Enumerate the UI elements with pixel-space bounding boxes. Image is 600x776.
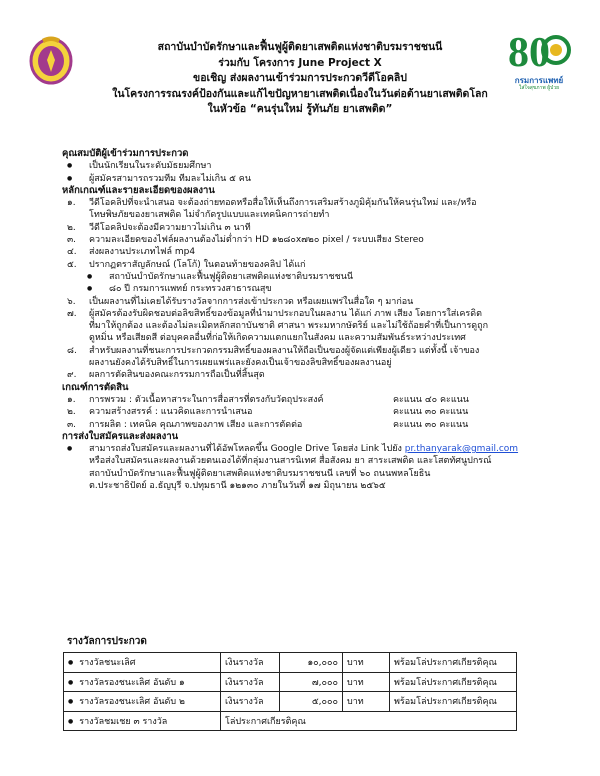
criteria-item: ๓. ความละเอียดของไฟล์ผลงานต้องไม่ต่ำกว่า HD ๑๒๘๐x๗๒๐ pixel / ระบบเสียง Stereo (67, 235, 424, 246)
announcement-header (95, 40, 505, 118)
qualifications-title: คุณสมบัติผู้เข้าร่วมการประกวด (62, 148, 189, 159)
criteria-item: ๗. ผู้สมัครต้องรับผิดชอบต่อลิขสิทธิ์ของข้อมูลที่นำมาประกอบในผลงาน ได้แก่ ภาพ เสียง โดยการใส่เครดิต ที่มาให้ถูกต้อง และต้องไม่ละเมิดหลักสถาบันชาติ ศาสนา พระมหากษัตริย์ และไม่ใช้ถ้อยคำที่เป็นการดูถูก ดูหมิ่น หรือเสียดสี ต่อบุคคลอื่นที่ก่อให้เกิดความแตกแยกในสังคม และความสัมพันธ์ระหว่างประเทศ (67, 308, 489, 344)
eighty-emblem-icon (506, 28, 572, 72)
header-line-1: สถาบันบำบัดรักษาและฟื้นฟูผู้ติดยาเสพติดแห่งชาติบรมราชชนนี (157, 41, 443, 53)
svg-text:80: 80 (508, 30, 550, 72)
header-line-2: ร่วมกับ โครงการ June Project X (218, 56, 382, 69)
submission-details: ● สามารถส่งใบสมัครและผลงานที่ได้อัพโหลดขึ้น Google Drive โดยส่ง Link ไปยัง pr.thanyarak@gmail.com (67, 443, 573, 455)
document-body (62, 148, 573, 492)
dms-caption: กรมการแพทย์ (514, 76, 564, 85)
table-row: ● รางวัลรองชนะเลิศ อันดับ ๒ เงินรางวัล ๕,๐๐๐ บาท พร้อมโล่ประกาศเกียรติคุณ (64, 692, 517, 712)
header-line-5: ในหัวข้อ “คนรุ่นใหม่ รู้ทันภัย ยาเสพติด” (207, 103, 393, 115)
awards-title: รางวัลการประกวด (67, 636, 147, 647)
judging-item: ๑. การพรวม : ตัวเนื้อหาสาระในการสื่อสารที่ตรงกับวัตถุประสงค์ คะแนน ๔๐ คะแนน (67, 394, 469, 405)
submission-line-4: ต.ประชาธิปัตย์ อ.ธัญบุรี จ.ปทุมธานี ๑๒๑๓๐ ภายในวันที่ ๑๗ มิถุนายน ๒๕๖๕ (89, 481, 386, 492)
criteria-item: ๕. ปรากฏตราสัญลักษณ์ (โลโก้) ในตอนท้ายของคลิป ได้แก่ (67, 259, 306, 270)
header-line-3: ขอเชิญ ส่งผลงานเข้าร่วมการประกวดวีดีโอคลิป (193, 72, 407, 84)
awards-table (63, 652, 517, 731)
submission-title: การส่งใบสมัครและส่งผลงาน (62, 430, 179, 442)
logo-requirement-item: ● สถาบันบำบัดรักษาและฟื้นฟูผู้ติดยาเสพติดแห่งชาติบรมราชชนนี (87, 271, 573, 283)
criteria-title: หลักเกณฑ์และรายละเอียดของผลงาน (62, 184, 215, 196)
criteria-item: ๔. ส่งผลงานประเภทไฟล์ mp4 (67, 247, 196, 258)
criteria-item: ๒. วีดีโอคลิปจะต้องมีความยาวไม่เกิน ๓ นาที (67, 222, 251, 233)
table-row: ● รางวัลชนะเลิศ เงินรางวัล ๑๐,๐๐๐ บาท พร้อมโล่ประกาศเกียรติคุณ (64, 653, 517, 673)
judging-title: เกณฑ์การตัดสิน (62, 381, 129, 393)
criteria-item: ๖. เป็นผลงานที่ไม่เคยได้รับรางวัลจากการส่งเข้าประกวด หรือเผยแพร่ในสื่อใด ๆ มาก่อน (67, 296, 414, 307)
qualification-item: ● ผู้สมัครสามารถรวมทีม ทีมละไม่เกิน ๕ คน (67, 173, 573, 185)
logo-requirement-item: ● ๘๐ ปี กรมการแพทย์ กระทรวงสาธารณสุข (87, 283, 573, 295)
qualification-item: ● เป็นนักเรียนในระดับมัธยมศึกษา (67, 160, 573, 172)
table-row: ● รางวัลชมเชย ๓ รางวัล โล่ประกาศเกียรติคุณ (64, 711, 517, 731)
submission-line-3: สถาบันบำบัดรักษาและฟื้นฟูผู้ติดยาเสพติดแห่งชาติบรมราชชนนี เลขที่ ๖๐ ถนนพหลโยธิน (89, 468, 431, 479)
table-row: ● รางวัลรองชนะเลิศ อันดับ ๑ เงินรางวัล ๗,๐๐๐ บาท พร้อมโล่ประกาศเกียรติคุณ (64, 672, 517, 692)
criteria-item: ๙. ผลการตัดสินของคณะกรรมการถือเป็นที่สิ้นสุด (67, 370, 265, 381)
institute-seal-logo (28, 34, 74, 86)
dms-80-years-logo (506, 28, 572, 90)
criteria-item: ๑. วีดีโอคลิปที่จะนำเสนอ จะต้องถ่ายทอดหรือสื่อให้เห็นถึงการเสริมสร้างภูมิคุ้มกันให้คนรุ่นใหม่ และ/หรือ โทษพิษภัยของยาเสพติด ไม่จำกัดรูปแบบและเทคนิคการถ่ายทำ (67, 198, 477, 221)
contact-email-link[interactable]: pr.thanyarak@gmail.com (404, 444, 519, 455)
dms-tagline: ใส่ใจสุขภาพ ผู้ป่วย (518, 85, 560, 91)
judging-item: ๒. ความสร้างสรรค์ : แนวคิดและการนำเสนอ คะแนน ๓๐ คะแนน (67, 407, 469, 418)
judging-item: ๓. การผลิต : เทคนิค คุณภาพของภาพ เสียง และการตัดต่อ คะแนน ๓๐ คะแนน (67, 419, 469, 430)
criteria-item: ๘. สำหรับผลงานที่ชนะการประกวดกรรมสิทธิ์ของผลงานให้ถือเป็นของผู้จัดแต่เพียงผู้เดียว แต่ทั้งนี้ เจ้าของ ผลงานยังคงได้รับสิทธิ์ในการเผยแพร่และยังคงเป็นเจ้าของลิขสิทธิ์ของผลงานอยู่ (67, 345, 480, 369)
header-line-4: ในโครงการรณรงค์ป้องกันและแก้ไขปัญหายาเสพติดเนื่องในวันต่อต้านยาเสพติดโลก (112, 87, 488, 100)
submission-line-2: หรือส่งใบสมัครและผลงานด้วยตนเองได้ที่กลุ่มงานสารนิเทศ สื่อสังคม ยา สาระเสพติด และโสตทัศนูปกรณ์ (89, 456, 492, 467)
